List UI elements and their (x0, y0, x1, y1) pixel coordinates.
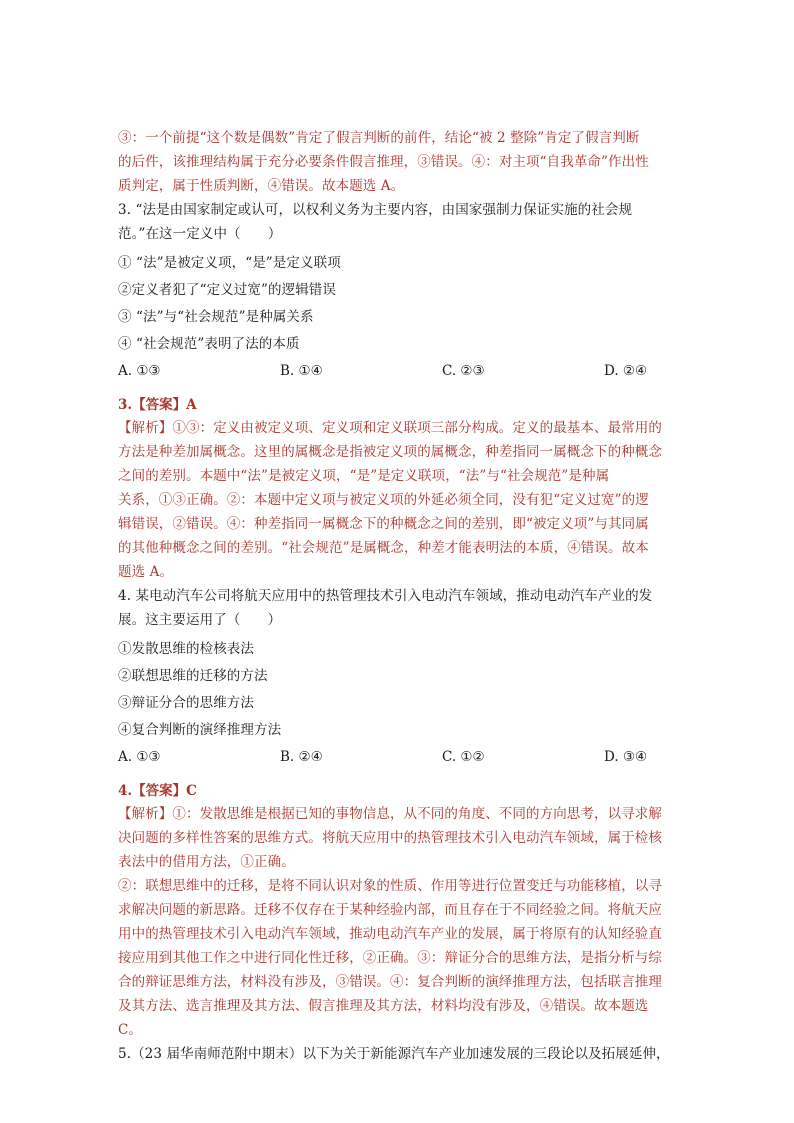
analysis-line: ②：联想思维中的迁移，是将不同认识对象的性质、作用等进行位置变迁与功能移植，以寻 (118, 878, 662, 894)
question-stem: 4. 某电动汽车公司将航天应用中的热管理技术引入电动汽车领域，推动电动汽车产业的发 (118, 588, 653, 604)
statement-item: ④复合判断的演绎推理方法 (118, 722, 282, 738)
answer-label: 3.【答案】A (118, 397, 197, 413)
analysis-line: 接应用到其他工作之中进行同化性迁移，②正确。③：辩证分合的思维方法，是指分析与综 (118, 950, 662, 966)
statement-item: ④ “社会规范”表明了法的本质 (118, 336, 300, 352)
answer-options (118, 744, 678, 770)
statement-item: ① “法”是被定义项，“是”是定义联项 (118, 255, 341, 271)
analysis-line: 用中的热管理技术引入电动汽车领域，推动电动汽车产业的发展，属于将原有的认知经验直 (118, 926, 662, 942)
option-d: D. ③④ (604, 749, 648, 765)
option-c: C. ①② (442, 749, 485, 765)
question-5 (118, 1042, 678, 1066)
question-stem: 展。这主要运用了（ ） (118, 612, 282, 628)
statement-item: ②联想思维的迁移的方法 (118, 668, 268, 684)
question-stem: 5.（23 届华南师范附中期末）以下为关于新能源汽车产业加速发展的三段论以及拓展延伸， (118, 1046, 670, 1062)
analysis-line: 求解决问题的新思路。迁移不仅存在于某种经验内部，而且存在于不同经验之间。将航天应 (118, 902, 662, 918)
question-stem: 3. “法是由国家制定或认可，以权利义务为主要内容，由国家强制力保证实施的社会规 (118, 202, 633, 218)
analysis (118, 802, 678, 1042)
question-3 (118, 198, 678, 584)
analysis-line: 的后件，该推理结构属于充分必要条件假言推理，③错误。④：对主项“自我革命”作出性 (118, 154, 649, 170)
question-4 (118, 584, 678, 1042)
q2-analysis-tail (118, 126, 678, 198)
analysis-line: 辑错误，②错误。④：种差指同一属概念下的种概念之间的差别，即“被定义项”与其同属 (118, 516, 649, 532)
analysis-line: 及其方法、选言推理及其方法、假言推理及其方法，材料均没有涉及，④错误。故本题选 (118, 998, 649, 1014)
analysis-line: C。 (118, 1022, 143, 1038)
statement-item: ①发散思维的检核表法 (118, 641, 254, 657)
option-b: B. ①④ (280, 363, 323, 379)
analysis-line: 质判定，属于性质判断，④错误。故本题选 A。 (118, 178, 405, 194)
analysis-line: 【解析】①③：定义由被定义项、定义项和定义联项三部分构成。定义的最基本、最常用的 (118, 420, 662, 436)
analysis-line: 合的辩证思维方法，材料没有涉及，③错误。④：复合判断的演绎推理方法，包括联言推理 (118, 974, 662, 990)
analysis-line: 关系，①③正确。②：本题中定义项与被定义项的外延必须全同，没有犯“定义过宽”的逻 (118, 492, 649, 508)
statement-item: ②定义者犯了“定义过宽”的逻辑错误 (118, 282, 337, 298)
analysis-line: ③：一个前提“这个数是偶数”肯定了假言判断的前件，结论“被 2 整除”肯定了假言判断 (118, 130, 640, 146)
analysis-line: 之间的差别。本题中“法”是被定义项，“是”是定义联项，“法”与“社会规范”是种属 (118, 468, 610, 484)
analysis-line: 表法中的借用方法，①正确。 (118, 854, 295, 870)
option-a: A. ①③ (118, 363, 161, 379)
option-d: D. ②④ (604, 363, 648, 379)
option-c: C. ②③ (442, 363, 485, 379)
analysis-line: 的其他种概念之间的差别。“社会规范”是属概念，种差才能表明法的本质，④错误。故本 (118, 540, 649, 556)
option-a: A. ①③ (118, 749, 161, 765)
document-page (118, 126, 678, 1066)
analysis-line: 决问题的多样性答案的思维方式。将航天应用中的热管理技术引入电动汽车领域，属于检核 (118, 830, 662, 846)
option-b: B. ②④ (280, 749, 323, 765)
statement-item: ③辩证分合的思维方法 (118, 695, 254, 711)
answer-label: 4.【答案】C (118, 783, 197, 799)
analysis-line: 【解析】①：发散思维是根据已知的事物信息，从不同的角度、不同的方向思考，以寻求解 (118, 806, 662, 822)
analysis (118, 416, 678, 584)
answer-options (118, 358, 678, 384)
statement-item: ③ “法”与“社会规范”是种属关系 (118, 309, 314, 325)
question-stem: 范。”在这一定义中（ ） (118, 226, 282, 242)
analysis-line: 题选 A。 (118, 564, 174, 580)
analysis-line: 方法是种差加属概念。这里的属概念是指被定义项的属概念，种差指同一属概念下的种概念 (118, 444, 662, 460)
